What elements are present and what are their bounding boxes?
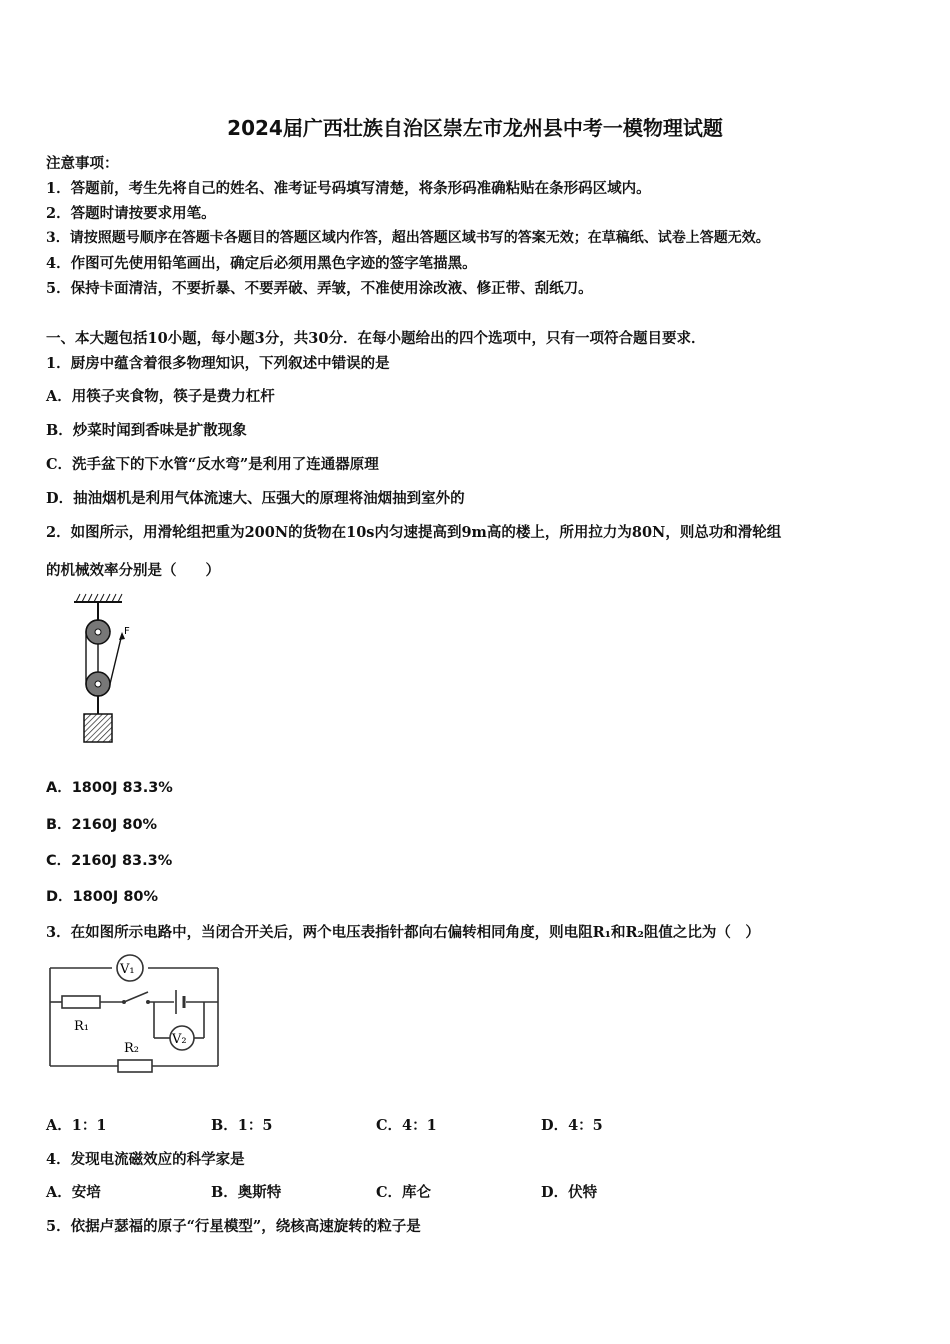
circuit-figure [44, 952, 224, 1074]
question-2-option-c: C．2160J 83.3% [46, 853, 173, 869]
circuit-r2-label: R₂ [124, 1041, 139, 1056]
question-3-option-c: C．4：1 [376, 1117, 437, 1134]
circuit-r1-label: R₁ [74, 1019, 89, 1034]
question-3-stem: 3．在如图所示电路中，当闭合开关后，两个电压表指针都向右偏转相同角度，则电阻R₁和R₂阻值之比为（ ） [46, 924, 760, 941]
question-4-stem: 4．发现电流磁效应的科学家是 [46, 1151, 245, 1168]
question-5-stem: 5．依据卢瑟福的原子“行星模型”，绕核高速旋转的粒子是 [46, 1218, 421, 1235]
question-3-option-d: D．4：5 [541, 1117, 603, 1134]
pulley-force-label: F [124, 626, 130, 637]
question-1-option-b: B．炒菜时闻到香味是扩散现象 [46, 422, 247, 439]
question-3-option-a: A．1：1 [46, 1117, 107, 1134]
question-1-option-a: A．用筷子夹食物，筷子是费力杠杆 [46, 388, 275, 405]
question-3-option-b: B．1：5 [211, 1117, 273, 1134]
question-4-option-b: B．奥斯特 [211, 1184, 282, 1201]
notice-item-5: 5．保持卡面清洁，不要折暴、不要弄破、弄皱，不准使用涂改液、修正带、刮纸刀。 [46, 280, 593, 297]
circuit-v1-label: V₁ [120, 962, 135, 977]
question-4-option-a: A．安培 [46, 1184, 101, 1201]
question-2-stem-line-1: 2．如图所示，用滑轮组把重为200N的货物在10s内匀速提高到9m高的楼上，所用拉力为80N，则总功和滑轮组 [46, 524, 782, 541]
notice-item-3: 3．请按照题号顺序在答题卡各题目的答题区域内作答，超出答题区域书写的答案无效；在草稿纸、试卷上答题无效。 [46, 230, 770, 246]
question-4-option-d: D．伏特 [541, 1184, 598, 1201]
notice-item-4: 4．作图可先使用铅笔画出，确定后必须用黑色字迹的签字笔描黑。 [46, 255, 477, 272]
question-2-option-d: D．1800J 80% [46, 889, 159, 905]
notice-item-2: 2．答题时请按要求用笔。 [46, 205, 216, 222]
question-2-option-a: A．1800J 83.3% [46, 780, 173, 796]
notice-item-1: 1．答题前，考生先将自己的姓名、准考证号码填写清楚，将条形码准确粘贴在条形码区域内。 [46, 180, 651, 197]
section-heading: 一、本大题包括10小题，每小题3分，共30分．在每小题给出的四个选项中，只有一项符合题目要求． [46, 330, 706, 347]
question-2-stem-line-2: 的机械效率分别是（ ） [46, 562, 220, 579]
page-title: 2024届广西壮族自治区崇左市龙州县中考一模物理试题 [227, 116, 723, 140]
question-2-option-b: B．2160J 80% [46, 817, 158, 833]
question-4-option-c: C．库仑 [376, 1184, 432, 1201]
pulley-figure [64, 588, 144, 748]
question-1-option-c: C．洗手盆下的下水管“反水弯”是利用了连通器原理 [46, 456, 379, 473]
question-1-stem: 1．厨房中蕴含着很多物理知识，下列叙述中错误的是 [46, 355, 390, 372]
notice-heading: 注意事项： [46, 155, 119, 172]
question-1-option-d: D．抽油烟机是利用气体流速大、压强大的原理将油烟抽到室外的 [46, 490, 465, 507]
circuit-v2-label: V₂ [172, 1032, 187, 1047]
